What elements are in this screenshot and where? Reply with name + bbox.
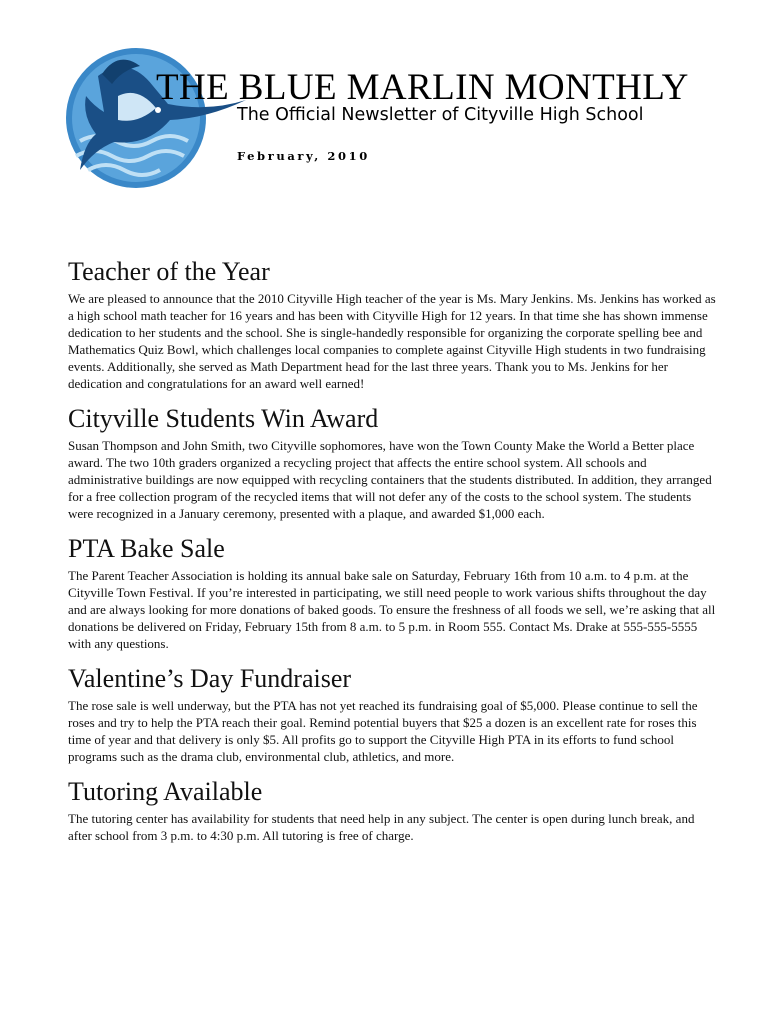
newsletter-title: THE BLUE MARLIN MONTHLY xyxy=(156,67,689,108)
article-body: The tutoring center has availability for students that need help in any subject. The center is open during lunch break, and after school from 3 p.m. to 4:30 p.m. All tutoring is free of charge. xyxy=(68,811,695,843)
issue-date: February, 2010 xyxy=(237,149,370,163)
article-students-win-award xyxy=(68,402,718,522)
newsletter-subtitle: The Official Newsletter of Cityville High School xyxy=(237,105,644,125)
masthead xyxy=(0,0,768,210)
article-body: We are pleased to announce that the 2010 Cityville High teacher of the year is Ms. Mary Jenkins. Ms. Jenkins has worked as a high school math teacher for 16 years and has been with Cityville High for 12 years. In that time she has shown immense dedication to her students and the school. She is single-handedly responsible for organizing the corporate spelling bee and Mathematics Quiz Bowl, which challenges local companies to complete against Cityville High students in two fundraising events. Additionally, she served as Math Department head for the last three years. Thank you to Ms. Jenkins for her dedication and congratulations for an award well earned! xyxy=(68,291,716,391)
article-teacher-of-the-year xyxy=(68,255,718,392)
article-body: The Parent Teacher Association is holding its annual bake sale on Saturday, February 16th from 10 a.m. to 4 p.m. at the Cityville Town Festival. If you’re interested in participating, we still need people to work various shifts throughout the day and are always looking for more donations of baked goods. To ensure the freshness of all foods we sell, we’re asking that all donations be delivered on Friday, February 15th from 8 a.m. to 5 p.m. in Room 555. Contact Ms. Drake at 555-555-5555 with any questions. xyxy=(68,568,716,651)
article-body: The rose sale is well underway, but the PTA has not yet reached its fundraising goal of $5,000. Please continue to sell the roses and try to help the PTA reach their goal. Remind potential buyers that $25 a dozen is an excellent rate for roses this time of year and that delivery is only $5. All profits go to support the Cityville High PTA in its efforts to fund school programs such as the drama club, environmental club, athletics, and more. xyxy=(68,698,698,764)
article-body: Susan Thompson and John Smith, two Cityville sophomores, have won the Town County Make the World a Better place award. The two 10th graders organized a recycling project that affects the entire school system. All schools and administrative buildings are now equipped with recycling containers that the students distributed. In addition, they arranged for a free collection program of the recycled items that will not defer any of the costs to the school system. The students were recognized in a January ceremony, presented with a plaque, and awarded $1,000 each. xyxy=(68,438,712,521)
article-heading: Cityville Students Win Award xyxy=(68,404,379,433)
article-heading: Teacher of the Year xyxy=(68,257,270,286)
article-valentines-fundraiser xyxy=(68,662,718,765)
article-heading: Tutoring Available xyxy=(68,777,263,806)
article-list xyxy=(68,255,718,854)
article-tutoring-available xyxy=(68,775,718,844)
article-heading: Valentine’s Day Fundraiser xyxy=(68,664,352,693)
article-pta-bake-sale xyxy=(68,532,718,652)
article-heading: PTA Bake Sale xyxy=(68,534,225,563)
